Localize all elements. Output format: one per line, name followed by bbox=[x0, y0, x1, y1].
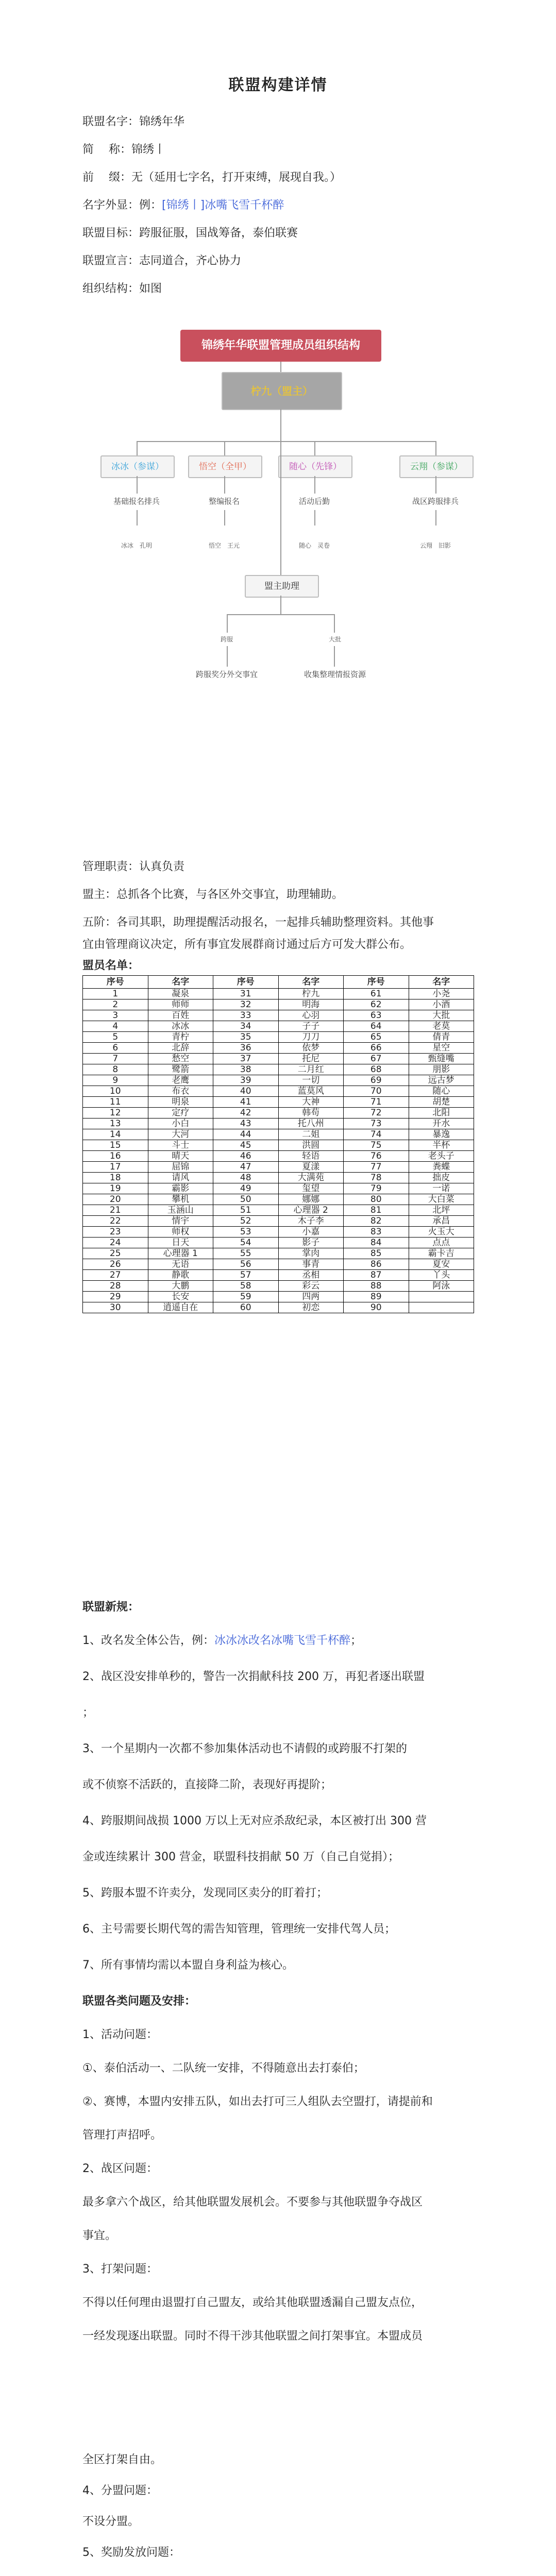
member-number: 85 bbox=[344, 1248, 409, 1259]
table-row bbox=[83, 1140, 474, 1151]
member-name: 小酒 bbox=[409, 999, 474, 1010]
news-line-4: 3、一个星期内一次都不参加集体活动也不请假的或跨服不打架的 bbox=[82, 1742, 407, 1755]
member-number: 73 bbox=[344, 1118, 409, 1129]
member-number: 38 bbox=[213, 1064, 279, 1075]
member-number: 15 bbox=[83, 1140, 148, 1151]
member-name: 师权 bbox=[148, 1227, 213, 1238]
table-row bbox=[83, 1205, 474, 1216]
member-name: 甄缝嘴 bbox=[409, 1054, 474, 1064]
news-line-3: ； bbox=[82, 1706, 94, 1719]
member-name: 远古梦 bbox=[409, 1075, 474, 1086]
member-name: 老头子 bbox=[409, 1151, 474, 1162]
org-task-4: 战区跨服排兵 bbox=[412, 497, 459, 506]
member-number: 63 bbox=[344, 1010, 409, 1021]
member-name: 霸影 bbox=[148, 1183, 213, 1194]
cases2-line-3: 不设分盟。 bbox=[82, 2515, 140, 2528]
news-line-5: 或不侦察不活跃的，直接降二阶，表现好再提阶； bbox=[82, 1778, 332, 1791]
member-name: 半杯 bbox=[409, 1140, 474, 1151]
table-row bbox=[83, 1162, 474, 1173]
col-name: 名字 bbox=[409, 976, 474, 989]
member-number: 83 bbox=[344, 1227, 409, 1238]
member-number: 26 bbox=[83, 1259, 148, 1270]
member-name: 玉涵山 bbox=[148, 1205, 213, 1216]
org-members-4: 云翔 旧影 bbox=[419, 542, 451, 549]
member-number: 64 bbox=[344, 1021, 409, 1032]
org-leader: 柠九（盟主） bbox=[222, 372, 342, 410]
info-prefix: 前 缀：无（延用七字名，打开束缚，展现自我。） bbox=[82, 171, 342, 184]
news-line-2: 2、战区没安排单秒的，警告一次捐献科技 200 万，再犯者逐出联盟 bbox=[82, 1670, 425, 1683]
member-name: 依梦 bbox=[278, 1043, 344, 1054]
member-name: 老鹰 bbox=[148, 1075, 213, 1086]
table-row bbox=[83, 1302, 474, 1313]
cases-line-2: ①、泰伯活动一、二队统一安排，不得随意出去打泰伯； bbox=[82, 2062, 365, 2075]
col-name: 名字 bbox=[148, 976, 213, 989]
member-name: 二姐 bbox=[278, 1129, 344, 1140]
org-task-2: 整编报名 bbox=[208, 497, 240, 506]
member-number: 71 bbox=[344, 1097, 409, 1108]
member-name: 霸卡吉 bbox=[409, 1248, 474, 1259]
info-name: 联盟名字：锦绣年华 bbox=[82, 115, 185, 128]
table-row bbox=[83, 1129, 474, 1140]
table-row bbox=[83, 1064, 474, 1075]
cases2-line-1: 全区打架自由。 bbox=[82, 2453, 162, 2466]
member-name: 静歌 bbox=[148, 1270, 213, 1281]
member-name: 承昌 bbox=[409, 1216, 474, 1227]
table-row bbox=[83, 1183, 474, 1194]
member-name: 晴天 bbox=[148, 1151, 213, 1162]
member-name: 柠九 bbox=[278, 989, 344, 999]
duties-line-4: 宜由管理商议决定，所有事宜发展群商讨通过后方可发大群公布。 bbox=[82, 938, 412, 951]
member-name: 木子李 bbox=[278, 1216, 344, 1227]
member-number: 7 bbox=[83, 1054, 148, 1064]
member-name: 四两 bbox=[278, 1292, 344, 1302]
org-members-1: 冰冰 孔明 bbox=[121, 542, 152, 549]
member-name: 朋影 bbox=[409, 1064, 474, 1075]
cases2-line-2: 4、分盟问题： bbox=[82, 2484, 158, 2497]
member-number: 31 bbox=[213, 989, 279, 999]
member-number: 87 bbox=[344, 1270, 409, 1281]
table-row bbox=[83, 1173, 474, 1183]
member-number: 77 bbox=[344, 1162, 409, 1173]
member-name: 阿泳 bbox=[409, 1281, 474, 1292]
cases-line-10: 一经发现逐出联盟。同时不得干涉其他联盟之间打架事宜。本盟成员 bbox=[82, 2330, 423, 2343]
col-no: 序号 bbox=[344, 976, 409, 989]
member-name: 粪蝶 bbox=[409, 1162, 474, 1173]
member-number: 41 bbox=[213, 1097, 279, 1108]
member-number: 86 bbox=[344, 1259, 409, 1270]
member-number: 39 bbox=[213, 1075, 279, 1086]
member-name: 丞相 bbox=[278, 1270, 344, 1281]
member-name: 初恋 bbox=[278, 1302, 344, 1313]
member-name: 蓝莫风 bbox=[278, 1086, 344, 1097]
table-row bbox=[83, 1259, 474, 1270]
table-row bbox=[83, 1118, 474, 1129]
org-leaf-left: 跨服 bbox=[220, 636, 233, 643]
member-number: 70 bbox=[344, 1086, 409, 1097]
table-header-row bbox=[83, 976, 474, 989]
member-number: 4 bbox=[83, 1021, 148, 1032]
member-name: 掌肉 bbox=[278, 1248, 344, 1259]
table-row bbox=[83, 1194, 474, 1205]
cases-line-7: 事宜。 bbox=[82, 2229, 117, 2242]
member-name: 无语 bbox=[148, 1259, 213, 1270]
member-name: 拙皮 bbox=[409, 1173, 474, 1183]
member-number: 22 bbox=[83, 1216, 148, 1227]
member-name: 大神 bbox=[278, 1097, 344, 1108]
member-number: 46 bbox=[213, 1151, 279, 1162]
member-name: 一切 bbox=[278, 1075, 344, 1086]
member-name bbox=[409, 1302, 474, 1313]
table-row bbox=[83, 1010, 474, 1021]
member-number: 20 bbox=[83, 1194, 148, 1205]
member-name: 子子 bbox=[278, 1021, 344, 1032]
member-name: 韩苟 bbox=[278, 1108, 344, 1118]
table-row bbox=[83, 1043, 474, 1054]
members-table bbox=[82, 975, 474, 1313]
org-members-3: 随心 灵卷 bbox=[298, 542, 330, 549]
org-branch-4: 云翔（参谋） bbox=[399, 455, 474, 478]
member-name: 托尼 bbox=[278, 1054, 344, 1064]
col-no: 序号 bbox=[213, 976, 279, 989]
member-name: 北辞 bbox=[148, 1043, 213, 1054]
member-number: 3 bbox=[83, 1010, 148, 1021]
org-task-left: 跨服奖分外交事宜 bbox=[195, 670, 258, 679]
member-number: 67 bbox=[344, 1054, 409, 1064]
member-number: 14 bbox=[83, 1129, 148, 1140]
member-number: 33 bbox=[213, 1010, 279, 1021]
news-line-7: 金或连续累计 300 营金，联盟科技捐献 50 万（自己自觉捐）； bbox=[82, 1851, 399, 1863]
display-example: [锦绣丨]冰嘴飞雪千杯醉 bbox=[162, 199, 284, 212]
member-number: 68 bbox=[344, 1064, 409, 1075]
member-number: 80 bbox=[344, 1194, 409, 1205]
member-number: 27 bbox=[83, 1270, 148, 1281]
member-number: 88 bbox=[344, 1281, 409, 1292]
member-number: 54 bbox=[213, 1238, 279, 1248]
member-name: 凝泉 bbox=[148, 989, 213, 999]
member-number: 58 bbox=[213, 1281, 279, 1292]
member-number: 19 bbox=[83, 1183, 148, 1194]
member-name: 明泉 bbox=[148, 1097, 213, 1108]
member-number: 40 bbox=[213, 1086, 279, 1097]
col-no: 序号 bbox=[83, 976, 148, 989]
member-number: 53 bbox=[213, 1227, 279, 1238]
member-name: 斗士 bbox=[148, 1140, 213, 1151]
member-number: 34 bbox=[213, 1021, 279, 1032]
cases-line-4: 管理打声招呼。 bbox=[82, 2129, 162, 2142]
member-name: 心理器 2 bbox=[278, 1205, 344, 1216]
info-goal: 联盟目标：跨服征服，国战筹备，泰伯联赛 bbox=[82, 227, 298, 240]
member-name: 师师 bbox=[148, 999, 213, 1010]
member-name: 玺望 bbox=[278, 1183, 344, 1194]
member-number: 62 bbox=[344, 999, 409, 1010]
member-name: 日天 bbox=[148, 1238, 213, 1248]
member-number: 44 bbox=[213, 1129, 279, 1140]
member-name: 开水 bbox=[409, 1118, 474, 1129]
table-row bbox=[83, 1054, 474, 1064]
member-number: 75 bbox=[344, 1140, 409, 1151]
table-row bbox=[83, 1108, 474, 1118]
info-structure: 组织结构：如图 bbox=[82, 282, 162, 295]
member-number: 60 bbox=[213, 1302, 279, 1313]
member-name: 定疗 bbox=[148, 1108, 213, 1118]
table-row bbox=[83, 1227, 474, 1238]
member-number: 9 bbox=[83, 1075, 148, 1086]
member-number: 56 bbox=[213, 1259, 279, 1270]
member-number: 2 bbox=[83, 999, 148, 1010]
member-name: 暴逸 bbox=[409, 1129, 474, 1140]
member-number: 65 bbox=[344, 1032, 409, 1043]
member-name: 北阳 bbox=[409, 1108, 474, 1118]
org-leaf-right: 大批 bbox=[328, 636, 341, 643]
member-name: 百姓 bbox=[148, 1010, 213, 1021]
member-number: 84 bbox=[344, 1238, 409, 1248]
member-number: 69 bbox=[344, 1075, 409, 1086]
member-name: 点点 bbox=[409, 1238, 474, 1248]
member-name: 彩云 bbox=[278, 1281, 344, 1292]
org-task-3: 活动后勤 bbox=[298, 497, 330, 506]
org-branch-2: 悟空（全甲） bbox=[188, 455, 262, 478]
member-name: 屈锦 bbox=[148, 1162, 213, 1173]
member-number: 6 bbox=[83, 1043, 148, 1054]
member-number: 24 bbox=[83, 1238, 148, 1248]
member-name: 洪圆 bbox=[278, 1140, 344, 1151]
member-name: 愁空 bbox=[148, 1054, 213, 1064]
member-name: 娜娜 bbox=[278, 1194, 344, 1205]
member-name: 二月红 bbox=[278, 1064, 344, 1075]
member-name: 刀刀 bbox=[278, 1032, 344, 1043]
cases-line-9: 不得以任何理由退盟打自己盟友，或给其他联盟透漏自己盟友点位， bbox=[82, 2296, 423, 2309]
org-members-2: 悟空 王元 bbox=[208, 542, 240, 549]
member-name: 北坪 bbox=[409, 1205, 474, 1216]
member-name: 托八州 bbox=[278, 1118, 344, 1129]
member-name: 小白 bbox=[148, 1118, 213, 1129]
member-number: 50 bbox=[213, 1194, 279, 1205]
member-name: 青柠 bbox=[148, 1032, 213, 1043]
table-row bbox=[83, 1021, 474, 1032]
member-name: 倩青 bbox=[409, 1032, 474, 1043]
member-number: 42 bbox=[213, 1108, 279, 1118]
info-display: 名字外显：例：[锦绣丨]冰嘴飞雪千杯醉 bbox=[82, 199, 284, 212]
member-number: 47 bbox=[213, 1162, 279, 1173]
member-number: 12 bbox=[83, 1108, 148, 1118]
member-name: 丫头 bbox=[409, 1270, 474, 1281]
member-name: 长安 bbox=[148, 1292, 213, 1302]
member-name: 明海 bbox=[278, 999, 344, 1010]
org-branch-1: 冰冰（参谋） bbox=[100, 455, 175, 478]
table-row bbox=[83, 1075, 474, 1086]
member-number: 1 bbox=[83, 989, 148, 999]
member-name bbox=[409, 1292, 474, 1302]
member-number: 11 bbox=[83, 1097, 148, 1108]
member-number: 81 bbox=[344, 1205, 409, 1216]
org-branch-3: 随心（先锋） bbox=[278, 455, 352, 478]
member-name: 小尧 bbox=[409, 989, 474, 999]
member-name: 胡楚 bbox=[409, 1097, 474, 1108]
member-name: 逍遥自在 bbox=[148, 1302, 213, 1313]
member-name: 大批 bbox=[409, 1010, 474, 1021]
member-number: 29 bbox=[83, 1292, 148, 1302]
member-number: 55 bbox=[213, 1248, 279, 1259]
member-name: 鹭箭 bbox=[148, 1064, 213, 1075]
member-name: 夏安 bbox=[409, 1259, 474, 1270]
member-name: 情宇 bbox=[148, 1216, 213, 1227]
member-number: 74 bbox=[344, 1129, 409, 1140]
member-number: 10 bbox=[83, 1086, 148, 1097]
member-number: 25 bbox=[83, 1248, 148, 1259]
member-number: 72 bbox=[344, 1108, 409, 1118]
news-title: 联盟新规： bbox=[82, 1601, 140, 1614]
table-row bbox=[83, 1151, 474, 1162]
table-row bbox=[83, 999, 474, 1010]
info-short: 简 称：锦绣丨 bbox=[82, 143, 166, 156]
org-task-right: 收集整理情报资源 bbox=[304, 670, 366, 679]
member-number: 37 bbox=[213, 1054, 279, 1064]
member-name: 星空 bbox=[409, 1043, 474, 1054]
member-name: 大河 bbox=[148, 1129, 213, 1140]
table-row bbox=[83, 1216, 474, 1227]
member-name: 火玉大 bbox=[409, 1227, 474, 1238]
org-task-1: 基础报名排兵 bbox=[113, 497, 160, 506]
news-line-8: 5、跨服本盟不许卖分，发现同区卖分的盯着打； bbox=[82, 1887, 328, 1900]
member-number: 45 bbox=[213, 1140, 279, 1151]
org-assistant: 盟主助理 bbox=[245, 575, 319, 598]
member-number: 21 bbox=[83, 1205, 148, 1216]
member-name: 大满苑 bbox=[278, 1173, 344, 1183]
member-number: 5 bbox=[83, 1032, 148, 1043]
member-name: 影子 bbox=[278, 1238, 344, 1248]
member-name: 心理器 1 bbox=[148, 1248, 213, 1259]
news-line-9: 6、主号需要长期代驾的需告知管理，管理统一安排代驾人员； bbox=[82, 1923, 396, 1936]
news-line-10: 7、所有事情均需以本盟自身利益为核心。 bbox=[82, 1959, 294, 1972]
member-name: 心羽 bbox=[278, 1010, 344, 1021]
table-row bbox=[83, 989, 474, 999]
cases-line-6: 最多拿六个战区，给其他联盟发展机会。不要参与其他联盟争夺战区 bbox=[82, 2196, 423, 2209]
news-line-1: 1、改名发全体公告，例：冰冰冰改名冰嘴飞雪千杯醉； bbox=[82, 1634, 362, 1647]
member-name: 一诺 bbox=[409, 1183, 474, 1194]
table-row bbox=[83, 1032, 474, 1043]
member-number: 32 bbox=[213, 999, 279, 1010]
member-number: 82 bbox=[344, 1216, 409, 1227]
member-number: 57 bbox=[213, 1270, 279, 1281]
member-number: 49 bbox=[213, 1183, 279, 1194]
table-row bbox=[83, 1086, 474, 1097]
member-name: 夏漾 bbox=[278, 1162, 344, 1173]
members-caption: 盟员名单： bbox=[82, 959, 140, 972]
cases-line-5: 2、战区问题： bbox=[82, 2162, 158, 2175]
member-number: 76 bbox=[344, 1151, 409, 1162]
member-name: 轻语 bbox=[278, 1151, 344, 1162]
member-name: 大鹏 bbox=[148, 1281, 213, 1292]
member-name: 大白菜 bbox=[409, 1194, 474, 1205]
info-motto: 联盟宣言：志同道合，齐心协力 bbox=[82, 255, 242, 267]
member-number: 90 bbox=[344, 1302, 409, 1313]
member-number: 66 bbox=[344, 1043, 409, 1054]
col-name: 名字 bbox=[278, 976, 344, 989]
page-title: 联盟构建详情 bbox=[228, 76, 328, 94]
table-row bbox=[83, 1270, 474, 1281]
member-number: 36 bbox=[213, 1043, 279, 1054]
duties-line-3: 五阶：各司其职，助理提醒活动报名，一起排兵辅助整理资料。其他事 bbox=[82, 916, 434, 929]
member-number: 23 bbox=[83, 1227, 148, 1238]
member-number: 18 bbox=[83, 1173, 148, 1183]
member-number: 17 bbox=[83, 1162, 148, 1173]
member-number: 52 bbox=[213, 1216, 279, 1227]
org-chart-title: 锦绣年华联盟管理成员组织结构 bbox=[180, 330, 381, 362]
cases-line-3: ②、赛博，本盟内安排五队，如出去打可三人组队去空盟打，请提前和 bbox=[82, 2095, 433, 2108]
cases2-line-4: 5、奖励发放问题： bbox=[82, 2546, 180, 2559]
member-name: 随心 bbox=[409, 1086, 474, 1097]
news-line-6: 4、跨服期间战损 1000 万以上无对应杀敌纪录，本区被打出 300 营 bbox=[82, 1815, 427, 1827]
duties-line-1: 管理职责：认真负责 bbox=[82, 860, 185, 873]
member-name: 攀机 bbox=[148, 1194, 213, 1205]
member-name: 事青 bbox=[278, 1259, 344, 1270]
member-number: 59 bbox=[213, 1292, 279, 1302]
member-number: 43 bbox=[213, 1118, 279, 1129]
table-row bbox=[83, 1248, 474, 1259]
member-name: 老莫 bbox=[409, 1021, 474, 1032]
member-number: 61 bbox=[344, 989, 409, 999]
member-name: 冰冰 bbox=[148, 1021, 213, 1032]
cases-line-1: 1、活动问题： bbox=[82, 2028, 158, 2041]
member-name: 小嘉 bbox=[278, 1227, 344, 1238]
member-number: 51 bbox=[213, 1205, 279, 1216]
member-number: 35 bbox=[213, 1032, 279, 1043]
cases-line-8: 3、打架问题： bbox=[82, 2263, 158, 2276]
member-number: 48 bbox=[213, 1173, 279, 1183]
member-number: 8 bbox=[83, 1064, 148, 1075]
member-number: 13 bbox=[83, 1118, 148, 1129]
member-number: 78 bbox=[344, 1173, 409, 1183]
member-number: 89 bbox=[344, 1292, 409, 1302]
table-row bbox=[83, 1097, 474, 1108]
cases-title: 联盟各类问题及安排： bbox=[82, 1995, 196, 2008]
member-name: 布衣 bbox=[148, 1086, 213, 1097]
table-row bbox=[83, 1292, 474, 1302]
member-number: 30 bbox=[83, 1302, 148, 1313]
member-number: 16 bbox=[83, 1151, 148, 1162]
member-number: 28 bbox=[83, 1281, 148, 1292]
table-row bbox=[83, 1238, 474, 1248]
member-number: 79 bbox=[344, 1183, 409, 1194]
member-name: 请风 bbox=[148, 1173, 213, 1183]
table-row bbox=[83, 1281, 474, 1292]
duties-line-2: 盟主：总抓各个比赛，与各区外交事宜，助理辅助。 bbox=[82, 888, 344, 901]
